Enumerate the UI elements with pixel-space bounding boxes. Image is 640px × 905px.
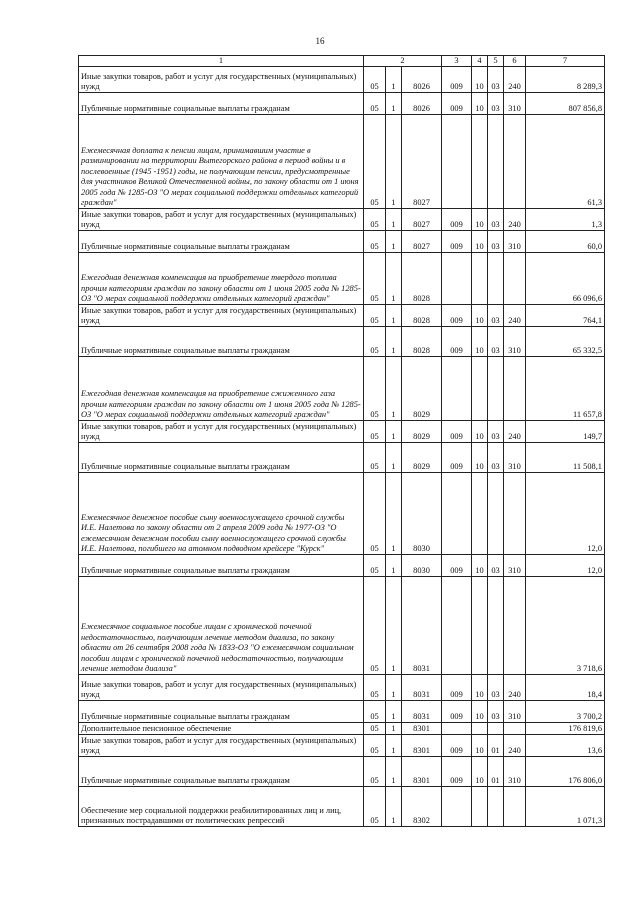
- row-division-code: 10: [472, 555, 488, 577]
- row-ministry-code: [442, 473, 472, 555]
- row-subsection-code: 1: [386, 357, 402, 421]
- row-expense-type-code: 310: [504, 327, 526, 357]
- row-subsection-code: 1: [386, 443, 402, 473]
- row-division-code: [472, 723, 488, 735]
- row-expense-type-code: [504, 787, 526, 827]
- row-expense-type-code: 240: [504, 675, 526, 701]
- row-subdivision-code: 03: [488, 421, 504, 443]
- row-amount: 1,3: [526, 209, 605, 231]
- row-amount: 1 071,3: [526, 787, 605, 827]
- row-subdivision-code: [488, 473, 504, 555]
- row-name-cell: Иные закупки товаров, работ и услуг для государственных (муниципальных) нужд: [79, 305, 364, 327]
- header-col-6: 6: [504, 56, 526, 67]
- row-expense-type-code: 310: [504, 443, 526, 473]
- row-division-code: [472, 787, 488, 827]
- row-expense-type-code: [504, 357, 526, 421]
- row-expense-type-code: 310: [504, 757, 526, 787]
- row-division-code: 10: [472, 735, 488, 757]
- row-expense-type-code: 240: [504, 735, 526, 757]
- row-amount: 8 289,3: [526, 67, 605, 93]
- row-ministry-code: 009: [442, 421, 472, 443]
- row-subdivision-code: 03: [488, 675, 504, 701]
- row-subdivision-code: 03: [488, 327, 504, 357]
- budget-table: [78, 55, 605, 827]
- row-division-code: 10: [472, 327, 488, 357]
- row-expense-type-code: 240: [504, 305, 526, 327]
- row-name-cell: Публичные нормативные социальные выплаты гражданам: [79, 327, 364, 357]
- row-ministry-code: 009: [442, 675, 472, 701]
- row-item-code: 8301: [402, 757, 442, 787]
- row-section-code: 05: [364, 701, 386, 723]
- row-item-code: 8027: [402, 115, 442, 209]
- row-item-code: 8031: [402, 577, 442, 675]
- row-section-code: 05: [364, 253, 386, 305]
- row-amount: 12,0: [526, 473, 605, 555]
- row-name-cell: Публичные нормативные социальные выплаты гражданам: [79, 231, 364, 253]
- row-subdivision-code: 03: [488, 305, 504, 327]
- table-row: [79, 787, 605, 827]
- row-subsection-code: 1: [386, 115, 402, 209]
- row-section-code: 05: [364, 209, 386, 231]
- row-item-code: 8301: [402, 735, 442, 757]
- row-amount: 807 856,8: [526, 93, 605, 115]
- row-name-cell: Иные закупки товаров, работ и услуг для государственных (муниципальных) нужд: [79, 421, 364, 443]
- row-item-code: 8030: [402, 473, 442, 555]
- row-item-code: 8026: [402, 67, 442, 93]
- row-subdivision-code: [488, 723, 504, 735]
- row-subsection-code: 1: [386, 723, 402, 735]
- row-section-code: 05: [364, 735, 386, 757]
- header-col-1: 1: [79, 56, 364, 67]
- row-amount: 66 096,6: [526, 253, 605, 305]
- row-ministry-code: 009: [442, 327, 472, 357]
- row-name-cell: Ежегодная денежная компенсация на приобретение твердого топлива прочим категориям граждан по закону области от 1 июня 2005 года № 1285-ОЗ "О мерах социальной поддержки отдельных категорий граждан": [79, 253, 364, 305]
- row-amount: 764,1: [526, 305, 605, 327]
- row-item-code: 8026: [402, 93, 442, 115]
- row-section-code: 05: [364, 757, 386, 787]
- row-amount: 3 718,6: [526, 577, 605, 675]
- table-row: [79, 357, 605, 421]
- header-col-4: 4: [472, 56, 488, 67]
- row-ministry-code: 009: [442, 757, 472, 787]
- row-amount: 3 700,2: [526, 701, 605, 723]
- row-subdivision-code: [488, 253, 504, 305]
- row-expense-type-code: 310: [504, 93, 526, 115]
- row-section-code: 05: [364, 231, 386, 253]
- table-row: [79, 757, 605, 787]
- row-section-code: 05: [364, 357, 386, 421]
- row-expense-type-code: [504, 723, 526, 735]
- row-division-code: [472, 473, 488, 555]
- row-subdivision-code: [488, 787, 504, 827]
- row-subsection-code: 1: [386, 327, 402, 357]
- row-subsection-code: 1: [386, 231, 402, 253]
- row-subsection-code: 1: [386, 305, 402, 327]
- row-division-code: 10: [472, 675, 488, 701]
- table-row: [79, 327, 605, 357]
- row-division-code: 10: [472, 231, 488, 253]
- row-section-code: 05: [364, 93, 386, 115]
- row-name-cell: Обеспечение мер социальной поддержки реабилитированных лиц и лиц, признанных пострадавшими от политических репрессий: [79, 787, 364, 827]
- row-division-code: 10: [472, 209, 488, 231]
- row-division-code: 10: [472, 701, 488, 723]
- row-subdivision-code: 03: [488, 93, 504, 115]
- row-division-code: [472, 357, 488, 421]
- row-name-cell: Иные закупки товаров, работ и услуг для государственных (муниципальных) нужд: [79, 209, 364, 231]
- row-subsection-code: 1: [386, 421, 402, 443]
- row-name-cell: Публичные нормативные социальные выплаты гражданам: [79, 757, 364, 787]
- row-subsection-code: 1: [386, 209, 402, 231]
- row-subsection-code: 1: [386, 787, 402, 827]
- row-expense-type-code: 310: [504, 231, 526, 253]
- row-subdivision-code: 03: [488, 67, 504, 93]
- table-row: [79, 701, 605, 723]
- row-subdivision-code: [488, 577, 504, 675]
- row-amount: 176 806,0: [526, 757, 605, 787]
- table-row: [79, 421, 605, 443]
- row-ministry-code: [442, 723, 472, 735]
- row-section-code: 05: [364, 675, 386, 701]
- row-name-cell: Ежемесячное социальное пособие лицам с хронической почечной недостаточностью, получающим лечение методом диализа, по закону области от 26 сентября 2008 года № 1833-ОЗ "О ежемесячном социальном пособии лицам с хронической почечной недостаточностью, получающим лечение методом диализа": [79, 577, 364, 675]
- row-item-code: 8302: [402, 787, 442, 827]
- row-division-code: [472, 115, 488, 209]
- row-amount: 65 332,5: [526, 327, 605, 357]
- row-item-code: 8029: [402, 421, 442, 443]
- row-name-cell: Иные закупки товаров, работ и услуг для государственных (муниципальных) нужд: [79, 675, 364, 701]
- row-subsection-code: 1: [386, 473, 402, 555]
- row-ministry-code: 009: [442, 735, 472, 757]
- row-section-code: 05: [364, 787, 386, 827]
- row-name-cell: Публичные нормативные социальные выплаты гражданам: [79, 555, 364, 577]
- row-ministry-code: 009: [442, 67, 472, 93]
- table-row: [79, 305, 605, 327]
- row-division-code: 10: [472, 443, 488, 473]
- row-expense-type-code: [504, 253, 526, 305]
- row-amount: 11 657,8: [526, 357, 605, 421]
- row-subsection-code: 1: [386, 555, 402, 577]
- header-col-2: 2: [364, 56, 442, 67]
- row-item-code: 8028: [402, 253, 442, 305]
- table-row: [79, 723, 605, 735]
- row-section-code: 05: [364, 421, 386, 443]
- row-expense-type-code: [504, 577, 526, 675]
- row-expense-type-code: 310: [504, 701, 526, 723]
- row-subdivision-code: 01: [488, 735, 504, 757]
- table-row: [79, 675, 605, 701]
- row-section-code: 05: [364, 555, 386, 577]
- row-item-code: 8301: [402, 723, 442, 735]
- header-col-3: 3: [442, 56, 472, 67]
- row-subsection-code: 1: [386, 93, 402, 115]
- row-subsection-code: 1: [386, 67, 402, 93]
- table-row: [79, 115, 605, 209]
- table-row: [79, 735, 605, 757]
- row-section-code: 05: [364, 577, 386, 675]
- row-section-code: 05: [364, 305, 386, 327]
- row-subdivision-code: [488, 357, 504, 421]
- row-ministry-code: 009: [442, 93, 472, 115]
- row-amount: 18,4: [526, 675, 605, 701]
- row-section-code: 05: [364, 115, 386, 209]
- table-row: [79, 67, 605, 93]
- header-col-5: 5: [488, 56, 504, 67]
- table-row: [79, 443, 605, 473]
- row-name-cell: Ежемесячная доплата к пенсии лицам, принимавшим участие в разминировании на территории Вытегорского района в период войны и в послевоенные (1945 -1951) годы, не получающим пенсии, предусмотренные для участников Великой Отечественной войны, по закону области от 1 июня 2005 года № 1285-ОЗ "О мерах социальной поддержки отдельных категорий граждан": [79, 115, 364, 209]
- table-row: [79, 231, 605, 253]
- row-name-cell: Публичные нормативные социальные выплаты гражданам: [79, 701, 364, 723]
- table-row: [79, 555, 605, 577]
- row-ministry-code: [442, 577, 472, 675]
- table-row: [79, 253, 605, 305]
- row-subdivision-code: 03: [488, 231, 504, 253]
- row-subsection-code: 1: [386, 757, 402, 787]
- row-ministry-code: 009: [442, 231, 472, 253]
- row-division-code: 10: [472, 67, 488, 93]
- table-header-row: [79, 56, 605, 67]
- row-ministry-code: [442, 787, 472, 827]
- page-number: 16: [315, 36, 325, 46]
- row-division-code: 10: [472, 305, 488, 327]
- row-section-code: 05: [364, 443, 386, 473]
- row-expense-type-code: 310: [504, 555, 526, 577]
- row-item-code: 8027: [402, 209, 442, 231]
- row-division-code: 10: [472, 757, 488, 787]
- row-expense-type-code: 240: [504, 421, 526, 443]
- row-division-code: [472, 577, 488, 675]
- table-body: [79, 67, 605, 827]
- row-section-code: 05: [364, 473, 386, 555]
- row-name-cell: Ежемесячное денежное пособие сыну военнослужащего срочной службы И.Е. Налетова по закону области от 2 апреля 2009 года № 1977-ОЗ "О ежемесячном денежном пособии сыну военнослужащего срочной службы И.Е. Налетова, погибшего на атомном подводном крейсере "Курск": [79, 473, 364, 555]
- row-name-cell: Дополнительное пенсионное обеспечение: [79, 723, 364, 735]
- row-subdivision-code: 01: [488, 757, 504, 787]
- row-division-code: 10: [472, 93, 488, 115]
- row-name-cell: Иные закупки товаров, работ и услуг для государственных (муниципальных) нужд: [79, 67, 364, 93]
- row-name-cell: Ежегодная денежная компенсация на приобретение сжиженного газа прочим категориям граждан по закону области от 1 июня 2005 года № 1285-ОЗ "О мерах социальной поддержки отдельных категорий граждан": [79, 357, 364, 421]
- row-item-code: 8028: [402, 305, 442, 327]
- row-amount: 61,3: [526, 115, 605, 209]
- row-subsection-code: 1: [386, 577, 402, 675]
- row-item-code: 8029: [402, 443, 442, 473]
- row-ministry-code: [442, 253, 472, 305]
- row-ministry-code: [442, 115, 472, 209]
- table-row: [79, 93, 605, 115]
- row-amount: 149,7: [526, 421, 605, 443]
- table-row: [79, 577, 605, 675]
- row-ministry-code: 009: [442, 305, 472, 327]
- row-amount: 11 508,1: [526, 443, 605, 473]
- row-expense-type-code: [504, 473, 526, 555]
- row-ministry-code: 009: [442, 555, 472, 577]
- row-subsection-code: 1: [386, 735, 402, 757]
- row-expense-type-code: [504, 115, 526, 209]
- row-subdivision-code: 03: [488, 555, 504, 577]
- row-subdivision-code: [488, 115, 504, 209]
- row-amount: 176 819,6: [526, 723, 605, 735]
- row-section-code: 05: [364, 723, 386, 735]
- row-item-code: 8028: [402, 327, 442, 357]
- table-row: [79, 473, 605, 555]
- row-name-cell: Публичные нормативные социальные выплаты гражданам: [79, 93, 364, 115]
- row-expense-type-code: 240: [504, 67, 526, 93]
- row-ministry-code: 009: [442, 701, 472, 723]
- table-row: [79, 209, 605, 231]
- row-subsection-code: 1: [386, 675, 402, 701]
- row-subdivision-code: 03: [488, 443, 504, 473]
- row-amount: 12,0: [526, 555, 605, 577]
- row-ministry-code: 009: [442, 209, 472, 231]
- row-section-code: 05: [364, 327, 386, 357]
- row-subsection-code: 1: [386, 701, 402, 723]
- row-division-code: 10: [472, 421, 488, 443]
- row-section-code: 05: [364, 67, 386, 93]
- row-item-code: 8030: [402, 555, 442, 577]
- row-name-cell: Иные закупки товаров, работ и услуг для государственных (муниципальных) нужд: [79, 735, 364, 757]
- row-expense-type-code: 240: [504, 209, 526, 231]
- row-item-code: 8031: [402, 675, 442, 701]
- row-ministry-code: [442, 357, 472, 421]
- row-subsection-code: 1: [386, 253, 402, 305]
- header-col-7: 7: [526, 56, 605, 67]
- row-subdivision-code: 03: [488, 209, 504, 231]
- row-item-code: 8029: [402, 357, 442, 421]
- row-amount: 60,0: [526, 231, 605, 253]
- row-subdivision-code: 03: [488, 701, 504, 723]
- row-item-code: 8027: [402, 231, 442, 253]
- row-name-cell: Публичные нормативные социальные выплаты гражданам: [79, 443, 364, 473]
- row-ministry-code: 009: [442, 443, 472, 473]
- row-amount: 13,6: [526, 735, 605, 757]
- row-item-code: 8031: [402, 701, 442, 723]
- row-division-code: [472, 253, 488, 305]
